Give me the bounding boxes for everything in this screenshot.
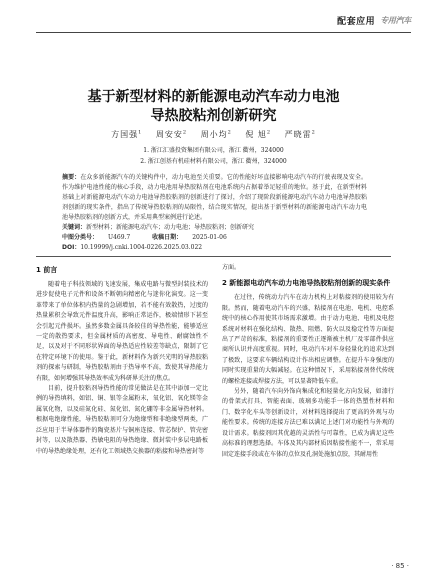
author: 周安安$^2$ [155, 129, 188, 139]
affiliation-1: 1. 浙江汇盛投资集团有限公司，浙江 衢州，324000 [143, 147, 284, 154]
title-line-1: 基于新型材料的新能源电动汽车动力电池 [87, 89, 340, 105]
paragraph: 目前，提升胶粘剂导热性能的常见做法是在其中添加一定比例的导热填料，如铝、铜、银等金属粉末，氧化铝、氧化镁等金属氧化物，以及硅氮化硅、氮化铝、氮化硼等非金属导热材料。根据电绝缘性能，导热胶粘剂可分为绝缘型和非绝缘型两类，广泛应用于半导体器件的陶瓷基片与铜座连接、管芯保护、管壳密封等，以及散热器、热敏电阻的导热绝缘、微封装中多层电路板中的导热绝缘处理，还有化工领域热交换器的粘接和导热密封等 [36, 385, 208, 455]
right-column [222, 263, 394, 460]
section-heading-2: 2 新能源电动汽车动力电池导热胶粘剂创新的现实条件 [222, 279, 391, 288]
abstract-block [62, 173, 367, 253]
author: 周小均$^2$ [200, 129, 232, 139]
keywords [62, 223, 367, 233]
author-list [0, 129, 427, 140]
body-divider [36, 256, 391, 257]
abstract-label: 摘要： [62, 174, 81, 181]
keywords-text: 新型材料；新能源电动汽车；动力电池；导热胶粘剂；创新研究 [86, 224, 255, 231]
journal-header [337, 14, 411, 27]
received-value: 2025-01-06 [192, 234, 227, 241]
header-divider [36, 32, 411, 33]
section-heading-1: 1 前言 [36, 266, 58, 274]
received-label: 收稿日期： [152, 234, 183, 241]
clc-label: 中图分类号： [62, 234, 99, 241]
doi-row [62, 243, 367, 253]
classification-row [62, 233, 367, 243]
article-title [0, 88, 427, 126]
title-line-2: 导热胶粘剂创新研究 [150, 108, 277, 124]
doi-label: DOI： [62, 244, 81, 251]
page-number: · 85 · [391, 562, 409, 570]
abstract [62, 173, 367, 223]
author: 方国强$^1$ [111, 129, 143, 139]
author: 严晓雷$^2$ [284, 129, 316, 139]
keywords-label: 关键词： [62, 224, 87, 231]
doi-value: 10.19999/j.cnki.1004-0226.2025.03.022 [80, 244, 203, 251]
clc-value: U469.7 [108, 234, 131, 241]
paragraph: 另外，随着汽车向外饰向集成化和轻量化方向发展，如漆行的骨架式打具、智能表面、玻璃多功能手一体的热塑性材料和门、数字化车头等创新设计，对材料选择提出了更高的外观与功能性要求。传统的连接方法已难以满足上述门对功能性与外观的设计需求。粘接剂因其优越的灵活性与可靠性，已成为满足这些高标准的理想选择。车体及其内部材质因粘接性能不一，常采用固定连接手段或在车体的点位及孔洞处施加点胶，其耐用性 [222, 388, 394, 458]
paragraph: 在过往，传统动力汽车在动力机构上对粘接剂的使用较为有限。然而，随着电动汽车的兴盛，粘接剂在电池、电机、电控系统中的核心作用使其市场需求激增。由于动力电池、电机及电控系统对材料在强化结构、散热、阻燃、防火以及稳定性等方面提出了严苛的标准，粘接剂的重要性正逐渐被主机厂及零部件供应商所认识并高度重视。同时，电动汽车对车身轻量化的追求达到了极致，这要求车辆结构设计作出相应调整。在提升车身强度的同时实现重量的大幅减轻。在这种情况下，采用粘接剂替代传统的螺栓连接或焊接方法，可以显著降低车重。 [222, 294, 394, 385]
affiliations [0, 145, 427, 167]
left-column [36, 263, 208, 457]
author: 倪 旭$^2$ [245, 129, 272, 139]
affiliation-2: 2. 浙江创基有机硅材料有限公司，浙江 衢州，324000 [140, 158, 287, 165]
paragraph: 方面。 [222, 264, 241, 271]
abstract-text: 在众多新能源汽车的关键构件中，动力电池至关重要。它的性能好坏直接影响电动汽车的行驶表现及安全。作为维护电池性能的核心手段，动力电池用导热胶粘剂在电池系统内占据着举足轻重的地位。基于此，在新型材料基础上对新能源电动汽车动力电池导热胶粘剂的创新进行了探讨，介绍了现阶段新能源电动汽车动力电池导热胶粘剂创新的现实条件，指出了传统导热胶粘剂的局限性，结合现实情况，提出基于新型材料的新能源电动汽车动力电池导热胶粘剂的创新方式，并采用典型案例进行论述。 [62, 174, 367, 221]
section-tag: 配套应用 [337, 17, 376, 27]
journal-logo: 专用汽车 [380, 16, 411, 25]
paragraph: 随着电子科技领域的飞速发展，集成电路与微型封装技术的进步促使电子元件和设备不断朝向精密化与迷你化演变。这一变革带来了单位体积内热量的急剧增加，若不能有效散热，过度的热量累积会导致元件温度升高，影响正常运作，极端情形下甚至会引起元件损坏。虽然多数金属具备较佳的导热性能，能够适应一定的散热要求，但金属材质的高密度、导电性、耐腐蚀性不足，以及对于不同形状界面的导热适应性较差等缺点，限制了它在特定环境下的使用。鉴于此，新材料作为新兴光明的导热胶粘剂的探索与研制，导热胶粘剂由于热导率不高，致使其导热能力有限，如何增强其导热效率成为科研界关注的焦点。 [36, 281, 208, 382]
